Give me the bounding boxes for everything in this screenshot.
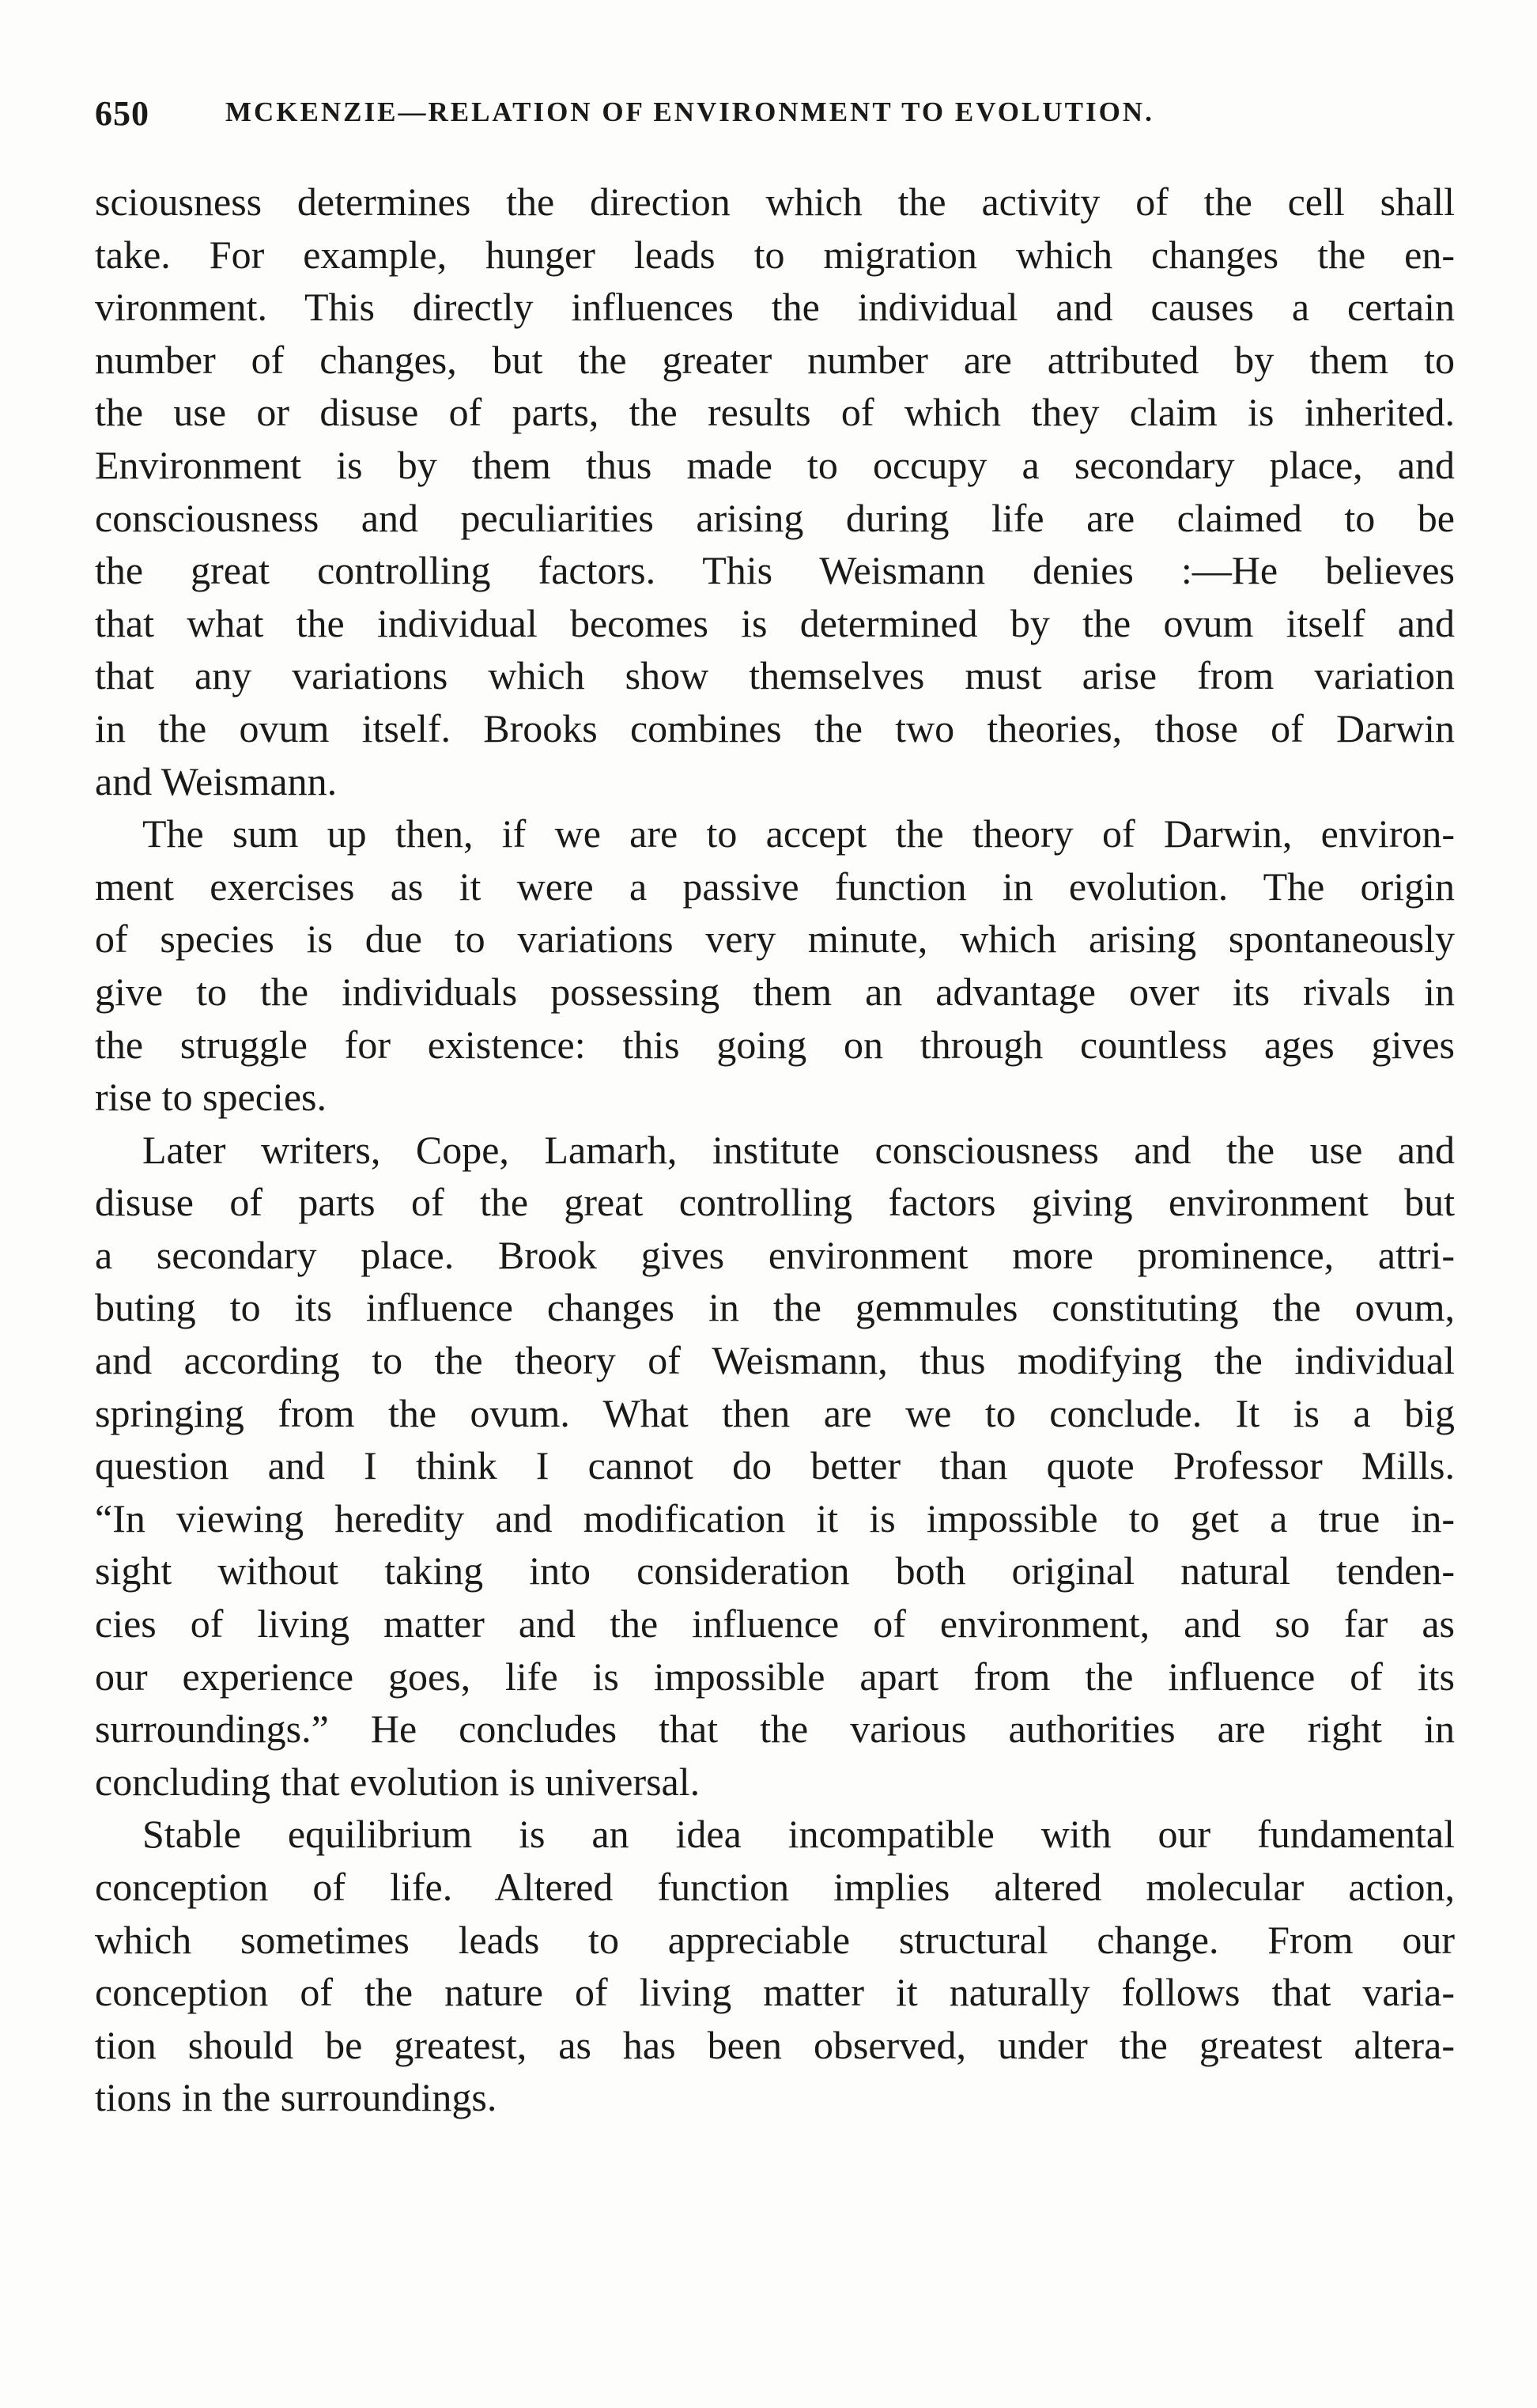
text-line: take. For example, hunger leads to migration which changes the en- (95, 232, 1455, 277)
text-line: and according to the theory of Weismann, thus modifying the individual (95, 1338, 1455, 1383)
text-line: in the ovum itself. Brooks combines the two theories, those of Darwin (95, 705, 1455, 750)
text-line: our experience goes, life is impossible apart from the influence of its (95, 1654, 1455, 1699)
text-line: tions in the surroundings. (95, 2075, 497, 2120)
text-line: number of changes, but the greater number are attributed by them to (95, 337, 1455, 382)
text-line: Later writers, Cope, Lamarh, institute consciousness and the use and (142, 1127, 1455, 1172)
text-line: tion should be greatest, as has been observed, under the greatest altera- (95, 2022, 1455, 2067)
text-line: buting to its influence changes in the gemmules constituting the ovum, (95, 1285, 1455, 1330)
text-line: consciousness and peculiarities arising during life are claimed to be (95, 495, 1455, 540)
text-line: that what the individual becomes is determined by the ovum itself and (95, 600, 1455, 645)
text-line: conception of the nature of living matter it naturally follows that varia- (95, 1970, 1455, 2015)
text-line: The sum up then, if we are to accept the theory of Darwin, environ- (142, 811, 1455, 856)
page-header (95, 93, 1439, 141)
running-title: MCKENZIE—RELATION OF ENVIRONMENT TO EVOLUTION. (225, 96, 1154, 127)
body-text (95, 176, 1455, 2124)
text-line: the struggle for existence: this going on through countless ages gives (95, 1022, 1455, 1067)
text-line: that any variations which show themselves must arise from variation (95, 653, 1455, 698)
text-line: the use or disuse of parts, the results of which they claim is inherited. (95, 390, 1455, 435)
text-line: which sometimes leads to appreciable structural change. From our (95, 1917, 1455, 1962)
text-line: a secondary place. Brook gives environment more prominence, attri- (95, 1232, 1455, 1277)
text-line: springing from the ovum. What then are we to conclude. It is a big (95, 1390, 1455, 1435)
text-line: disuse of parts of the great controlling factors giving environment but (95, 1180, 1455, 1225)
text-line: of species is due to variations very minute, which arising spontaneously (95, 917, 1455, 962)
text-line: Environment is by them thus made to occupy a secondary place, and (95, 442, 1455, 487)
text-line: conception of life. Altered function implies altered molecular action, (95, 1865, 1455, 1909)
text-line: surroundings.” He concludes that the various authorities are right in (95, 1707, 1455, 1752)
text-line: vironment. This directly influences the individual and causes a certain (95, 285, 1455, 330)
text-line: rise to species. (95, 1075, 327, 1120)
text-line: and Weismann. (95, 758, 338, 803)
text-line: “In viewing heredity and modification it is impossible to get a true in- (95, 1495, 1455, 1540)
text-line: concluding that evolution is universal. (95, 1759, 701, 1804)
text-line: Stable equilibrium is an idea incompatible with our fundamental (142, 1812, 1455, 1857)
text-line: cies of living matter and the influence of environment, and so far as (95, 1601, 1455, 1646)
text-line: ment exercises as it were a passive function in evolution. The origin (95, 864, 1455, 909)
text-line: question and I think I cannot do better than quote Professor Mills. (95, 1443, 1455, 1488)
text-line: the great controlling factors. This Weismann denies :—He believes (95, 548, 1455, 593)
text-line: sight without taking into consideration both original natural tenden- (95, 1548, 1455, 1593)
page-number: 650 (95, 94, 149, 133)
text-line: give to the individuals possessing them an advantage over its rivals in (95, 969, 1455, 1014)
text-line: sciousness determines the direction which the activity of the cell shall (95, 180, 1455, 224)
